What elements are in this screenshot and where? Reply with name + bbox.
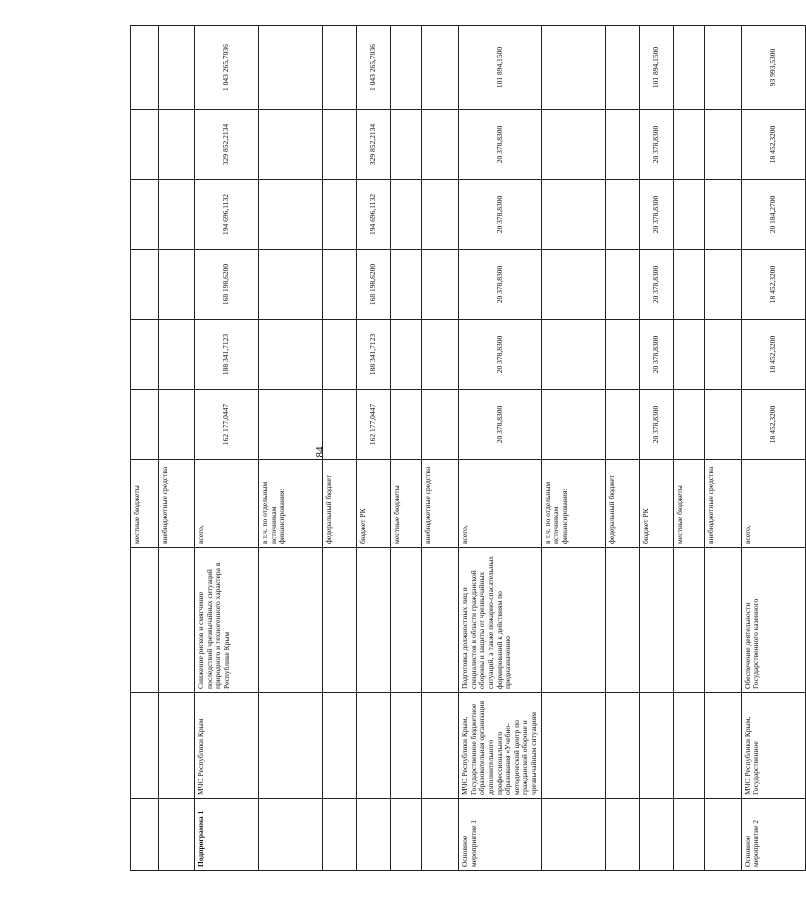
amount-cell [704, 320, 741, 390]
amount-cell [673, 320, 704, 390]
executor-cell [422, 693, 459, 799]
funding-source-cell: федеральный бюджет [605, 460, 639, 548]
amount-cell: 18 452,3200 [741, 250, 805, 320]
program-cell: Основное мероприятие 2 [741, 799, 805, 871]
amount-cell [422, 390, 459, 460]
table-row [673, 26, 704, 871]
amount-cell [704, 110, 741, 180]
program-cell [605, 799, 639, 871]
funding-source-cell: в т.ч. по отдельным источникам финансирования: [259, 460, 323, 548]
description-cell [259, 548, 323, 693]
program-cell [391, 799, 422, 871]
funding-source-cell: всего, [741, 460, 805, 548]
table-row [422, 26, 459, 871]
amount-cell [391, 250, 422, 320]
amount-cell [605, 110, 639, 180]
amount-cell: 18 452,3200 [741, 320, 805, 390]
amount-cell [673, 26, 704, 110]
amount-cell [259, 250, 323, 320]
amount-cell [131, 180, 159, 250]
table-row [159, 26, 195, 871]
program-cell [259, 799, 323, 871]
amount-cell [605, 26, 639, 110]
amount-cell [541, 320, 605, 390]
table-row [357, 26, 391, 871]
amount-cell: 20 378,8300 [459, 320, 542, 390]
funding-source-cell: местные бюджеты [131, 460, 159, 548]
amount-cell: 188 341,7123 [357, 320, 391, 390]
program-cell [639, 799, 673, 871]
amount-cell [704, 180, 741, 250]
program-cell [422, 799, 459, 871]
amount-cell: 188 341,7123 [195, 320, 259, 390]
executor-cell [131, 693, 159, 799]
amount-cell [605, 180, 639, 250]
program-cell [357, 799, 391, 871]
amount-cell: 194 696,1132 [357, 180, 391, 250]
table-row [195, 26, 259, 871]
amount-cell [259, 26, 323, 110]
amount-cell [323, 390, 357, 460]
description-cell [605, 548, 639, 693]
amount-cell: 20 378,8300 [459, 110, 542, 180]
rotated-page-content [130, 26, 777, 871]
description-cell: Обеспечение деятельности Государственного казенного [741, 548, 805, 693]
amount-cell [131, 110, 159, 180]
amount-cell [605, 250, 639, 320]
amount-cell: 20 378,8300 [639, 390, 673, 460]
executor-cell: МЧС Республики Крым [195, 693, 259, 799]
amount-cell [704, 250, 741, 320]
funding-source-cell: местные бюджеты [673, 460, 704, 548]
executor-cell [704, 693, 741, 799]
description-cell [704, 548, 741, 693]
funding-source-cell: внебюджетные средства [704, 460, 741, 548]
executor-cell: МЧС Республики Крым, Государственное бюджетное образовательная организация дополнительного профессионального образования «Учебно-методический центр по гражданской обороне и чрезвычайным ситуациям [459, 693, 542, 799]
amount-cell: 101 894,1500 [459, 26, 542, 110]
amount-cell [541, 26, 605, 110]
amount-cell: 162 177,0447 [195, 390, 259, 460]
executor-cell: МЧС Республики Крым, Государственное [741, 693, 805, 799]
amount-cell [323, 180, 357, 250]
amount-cell: 20 378,8300 [459, 180, 542, 250]
program-cell: Подпрограмма 1 [195, 799, 259, 871]
amount-cell [422, 110, 459, 180]
amount-cell [605, 390, 639, 460]
amount-cell [259, 390, 323, 460]
funding-source-cell: внебюджетные средства [159, 460, 195, 548]
table-row [131, 26, 159, 871]
amount-cell: 18 452,3200 [741, 390, 805, 460]
funding-source-cell: бюджет РК [639, 460, 673, 548]
amount-cell [541, 110, 605, 180]
program-cell [323, 799, 357, 871]
amount-cell [422, 320, 459, 390]
description-cell [673, 548, 704, 693]
amount-cell [422, 180, 459, 250]
executor-cell [673, 693, 704, 799]
amount-cell [673, 250, 704, 320]
description-cell [159, 548, 195, 693]
amount-cell [323, 110, 357, 180]
description-cell [357, 548, 391, 693]
amount-cell [131, 320, 159, 390]
executor-cell [323, 693, 357, 799]
amount-cell: 329 852,2134 [357, 110, 391, 180]
description-cell [131, 548, 159, 693]
amount-cell [605, 320, 639, 390]
amount-cell: 20 378,8300 [639, 250, 673, 320]
table-row [741, 26, 805, 871]
table-row [391, 26, 422, 871]
description-cell: Снижение рисков и смягчение последствий чрезвычайных ситуаций природного и техногенного характера в Республике Крым [195, 548, 259, 693]
table-row [704, 26, 741, 871]
executor-cell [541, 693, 605, 799]
amount-cell: 162 177,0447 [357, 390, 391, 460]
amount-cell [391, 26, 422, 110]
amount-cell [704, 26, 741, 110]
funding-source-cell: в т.ч. по отдельным источникам финансирования: [541, 460, 605, 548]
amount-cell [159, 110, 195, 180]
amount-cell [259, 180, 323, 250]
amount-cell [673, 390, 704, 460]
executor-cell [357, 693, 391, 799]
amount-cell: 20 378,8300 [459, 390, 542, 460]
amount-cell: 20 184,2700 [741, 180, 805, 250]
amount-cell [159, 26, 195, 110]
amount-cell: 18 452,3200 [741, 110, 805, 180]
amount-cell: 93 993,5300 [741, 26, 805, 110]
amount-cell [159, 180, 195, 250]
amount-cell: 168 198,6200 [195, 250, 259, 320]
description-cell [541, 548, 605, 693]
funding-source-cell: всего, [459, 460, 542, 548]
amount-cell [131, 390, 159, 460]
program-cell [704, 799, 741, 871]
amount-cell [541, 180, 605, 250]
table-row [259, 26, 323, 871]
amount-cell [131, 250, 159, 320]
executor-cell [391, 693, 422, 799]
amount-cell [673, 180, 704, 250]
amount-cell: 20 378,8300 [639, 110, 673, 180]
program-cell [159, 799, 195, 871]
amount-cell [422, 250, 459, 320]
executor-cell [159, 693, 195, 799]
amount-cell [704, 390, 741, 460]
funding-source-cell: внебюджетные средства [422, 460, 459, 548]
executor-cell [259, 693, 323, 799]
executor-cell [605, 693, 639, 799]
amount-cell [391, 390, 422, 460]
program-cell [541, 799, 605, 871]
amount-cell [259, 320, 323, 390]
executor-cell [639, 693, 673, 799]
amount-cell [323, 26, 357, 110]
table-row [541, 26, 605, 871]
description-cell [422, 548, 459, 693]
amount-cell: 20 378,8300 [639, 180, 673, 250]
amount-cell: 20 378,8300 [459, 250, 542, 320]
description-cell [391, 548, 422, 693]
amount-cell [391, 110, 422, 180]
description-cell [639, 548, 673, 693]
table-row [639, 26, 673, 871]
table-row [605, 26, 639, 871]
amount-cell [259, 110, 323, 180]
amount-cell: 168 198,6200 [357, 250, 391, 320]
amount-cell [422, 26, 459, 110]
funding-source-cell: всего, [195, 460, 259, 548]
amount-cell: 1 043 265,7036 [357, 26, 391, 110]
table-body [131, 26, 806, 871]
amount-cell: 101 894,1500 [639, 26, 673, 110]
program-cell [131, 799, 159, 871]
amount-cell: 1 043 265,7036 [195, 26, 259, 110]
description-cell [323, 548, 357, 693]
funding-source-cell: федеральный бюджет [323, 460, 357, 548]
table-row [459, 26, 542, 871]
description-cell: Подготовка должностных лиц и специалистов в области гражданской обороны и защиты от чрезвычайных ситуаций, а также пожарно-спасательных формирований к действиям по предназначению [459, 548, 542, 693]
table-row [323, 26, 357, 871]
amount-cell [673, 110, 704, 180]
amount-cell [541, 390, 605, 460]
page-number: 84 [314, 446, 326, 458]
funding-source-cell: бюджет РК [357, 460, 391, 548]
amount-cell [159, 320, 195, 390]
amount-cell [391, 320, 422, 390]
funding-source-cell: местные бюджеты [391, 460, 422, 548]
amount-cell [159, 250, 195, 320]
budget-table [130, 25, 806, 871]
amount-cell [131, 26, 159, 110]
amount-cell [323, 320, 357, 390]
amount-cell [541, 250, 605, 320]
amount-cell [323, 250, 357, 320]
program-cell [673, 799, 704, 871]
program-cell: Основное мероприятие 1 [459, 799, 542, 871]
amount-cell [391, 180, 422, 250]
amount-cell: 20 378,8300 [639, 320, 673, 390]
amount-cell: 329 852,2134 [195, 110, 259, 180]
amount-cell: 194 696,1132 [195, 180, 259, 250]
amount-cell [159, 390, 195, 460]
